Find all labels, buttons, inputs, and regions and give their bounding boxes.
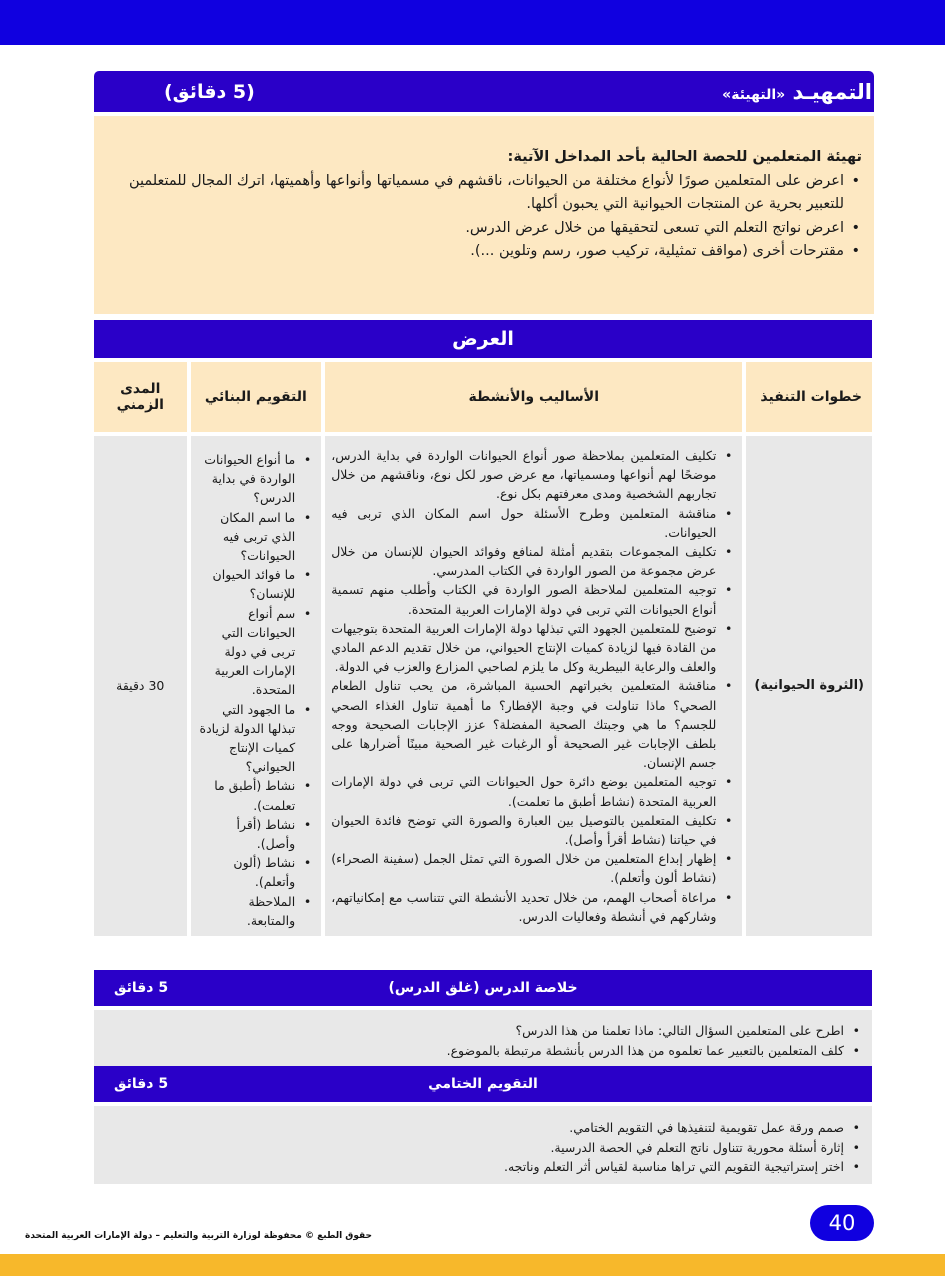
list-item: • ما فوائد الحيوان للإنسان؟ (197, 565, 314, 603)
column-header-time: المدى الزمني (94, 362, 187, 432)
activities-cell (325, 436, 742, 936)
table-row (94, 436, 872, 936)
warmup-header (94, 71, 874, 112)
list-item: • اعرض نواتج التعلم التي تسعى لتحقيقها من خلال عرض الدرس. (104, 217, 862, 241)
list-item: • مراعاة أصحاب الهمم، من خلال تحديد الأنشطة التي تتناسب مع إمكانياتهم، وشاركهم في أنشطة وفعاليات الدرس. (331, 888, 734, 926)
column-header-formative: التقويم البنائي (191, 362, 322, 432)
summary-title: خلاصة الدرس (غلق الدرس) (388, 980, 578, 996)
presentation-title: العرض (94, 320, 872, 358)
page-number: 40 (810, 1205, 874, 1241)
list-item: • تكليف المجموعات بتقديم أمثلة لمنافع وفوائد الحيوان للإنسان من خلال عرض مجموعة من الصور الواردة في الكتاب المدرسي. (331, 542, 734, 580)
column-header-activities: الأساليب والأنشطة (325, 362, 742, 432)
final-assessment-section (94, 1066, 872, 1184)
list-item: • اعرض على المتعلمين صورًا لأنواع مختلفة من الحيوانات، ناقشهم في مسمياتها وأنواعها وأهميتها، اترك المجال للمتعلمين للتعبير بحرية عن المنتجات الحيوانية التي يحبون أكلها. (104, 170, 862, 217)
list-item: • ما الجهود التي تبذلها الدولة لزيادة كميات الإنتاج الحيواني؟ (197, 700, 314, 777)
formative-cell (191, 436, 322, 936)
list-item: • اطرح على المتعلمين السؤال التالي: ماذا تعلمنا من هذا الدرس؟ (104, 1021, 862, 1041)
final-assessment-duration: 5 دقائق (114, 1076, 169, 1092)
list-item: • مناقشة المتعلمين وطرح الأسئلة حول اسم المكان الذي تربى فيه الحيوانات. (331, 504, 734, 542)
list-item: • نشاط (أطبق ما تعلمت). (197, 776, 314, 814)
list-item: • تكليف المتعلمين بملاحظة صور أنواع الحيوانات الواردة في بداية الدرس، موضحًا لهم أنواعها ومسمياتها، مع عرض صور لكل نوع، وناقشهم من خلال تجاربهم الشخصية ومدى معرفتهم بكل نوع. (331, 446, 734, 504)
top-banner (0, 0, 945, 45)
presentation-table (90, 358, 876, 940)
summary-duration: 5 دقائق (114, 980, 169, 996)
list-item: • ما أنواع الحيوانات الواردة في بداية الدرس؟ (197, 450, 314, 508)
bottom-banner (0, 1254, 945, 1276)
time-cell: 30 دقيقة (94, 436, 187, 936)
warmup-list (104, 170, 862, 264)
summary-section (94, 970, 872, 1068)
list-item: • تكليف المتعلمين بالتوصيل بين العبارة والصورة التي توضح فائدة الحيوان في حياتنا (نشاط أقرأ وأصل). (331, 811, 734, 849)
list-item: • إظهار إبداع المتعلمين من خلال الصورة التي تمثل الجمل (سفينة الصحراء) (نشاط ألون وأتعلم). (331, 849, 734, 887)
list-item: • الملاحظة والمتابعة. (197, 892, 314, 930)
list-item: • اختر إستراتيجية التقويم التي تراها مناسبة لقياس أثر التعلم وناتجه. (104, 1157, 862, 1177)
final-assessment-body (94, 1106, 872, 1184)
list-item: • صمم ورقة عمل تقويمية لتنفيذها في التقويم الختامي. (104, 1118, 862, 1138)
warmup-body (94, 116, 874, 314)
list-item: • توضيح للمتعلمين الجهود التي تبذلها دولة الإمارات العربية المتحدة بتوجيهات من القادة فيها لزيادة كميات الإنتاج الحيواني، من خلال تقديم الدعم المادي والعلف والرعاية البيطرية وكل ما يلزم لصاحبي المزارع والعزب في الدولة. (331, 619, 734, 677)
list-item: • سم أنواع الحيوانات التي تربى في دولة الإمارات العربية المتحدة. (197, 604, 314, 700)
list-item: • نشاط (أقرأ وأصل). (197, 815, 314, 853)
list-item: • توجيه المتعلمين لملاحظة الصور الواردة في الكتاب وأطلب منهم تسمية أنواع الحيوانات التي تربى في دولة الإمارات العربية المتحدة. (331, 580, 734, 618)
list-item: • مناقشة المتعلمين بخبراتهم الحسية المباشرة، من يحب تناول الطعام الصحي؟ ماذا تناولت في وجبة الإفطار؟ ما أهمية تناول الغذاء الصحي للجسم؟ ما هي وجبتك الصحية المفضلة؟ عزز الإجابات الصحيحة ووجه بلطف الإجابات غير الصحيحة أو الرغبات غير الصحية مبينًا أضرارها على جسم الإنسان. (331, 676, 734, 772)
warmup-duration: (5 دقائق) (164, 80, 255, 103)
list-item: • توجيه المتعلمين بوضع دائرة حول الحيوانات التي تربى في دولة الإمارات العربية المتحدة (نشاط أطبق ما تعلمت). (331, 772, 734, 810)
summary-header (94, 970, 872, 1006)
summary-body (94, 1010, 872, 1068)
list-item: • إثارة أسئلة محورية تتناول ناتج التعلم في الحصة الدرسية. (104, 1138, 862, 1158)
list-item: • كلف المتعلمين بالتعبير عما تعلموه من هذا الدرس بأنشطة مرتبطة بالموضوع. (104, 1041, 862, 1061)
list-item: • ما اسم المكان الذي تربى فيه الحيوانات؟ (197, 508, 314, 566)
warmup-title: التمهيـد «التهيئة» (722, 79, 872, 104)
step-cell: (الثروة الحيوانية) (746, 436, 872, 936)
final-assessment-title: التقويم الختامي (428, 1076, 538, 1092)
warmup-lead: تهيئة المتعلمين للحصة الحالية بأحد المداخل الآتية: (507, 149, 862, 165)
final-assessment-header (94, 1066, 872, 1102)
copyright-notice: حقوق الطبع © محفوظة لوزارة التربية والتعليم – دولة الإمارات العربية المتحدة (25, 1231, 372, 1241)
presentation-section (94, 320, 872, 940)
list-item: • نشاط (ألون وأتعلم). (197, 853, 314, 891)
list-item: • مقترحات أخرى (مواقف تمثيلية، تركيب صور، رسم وتلوين ...). (104, 240, 862, 264)
column-header-steps: خطوات التنفيذ (746, 362, 872, 432)
